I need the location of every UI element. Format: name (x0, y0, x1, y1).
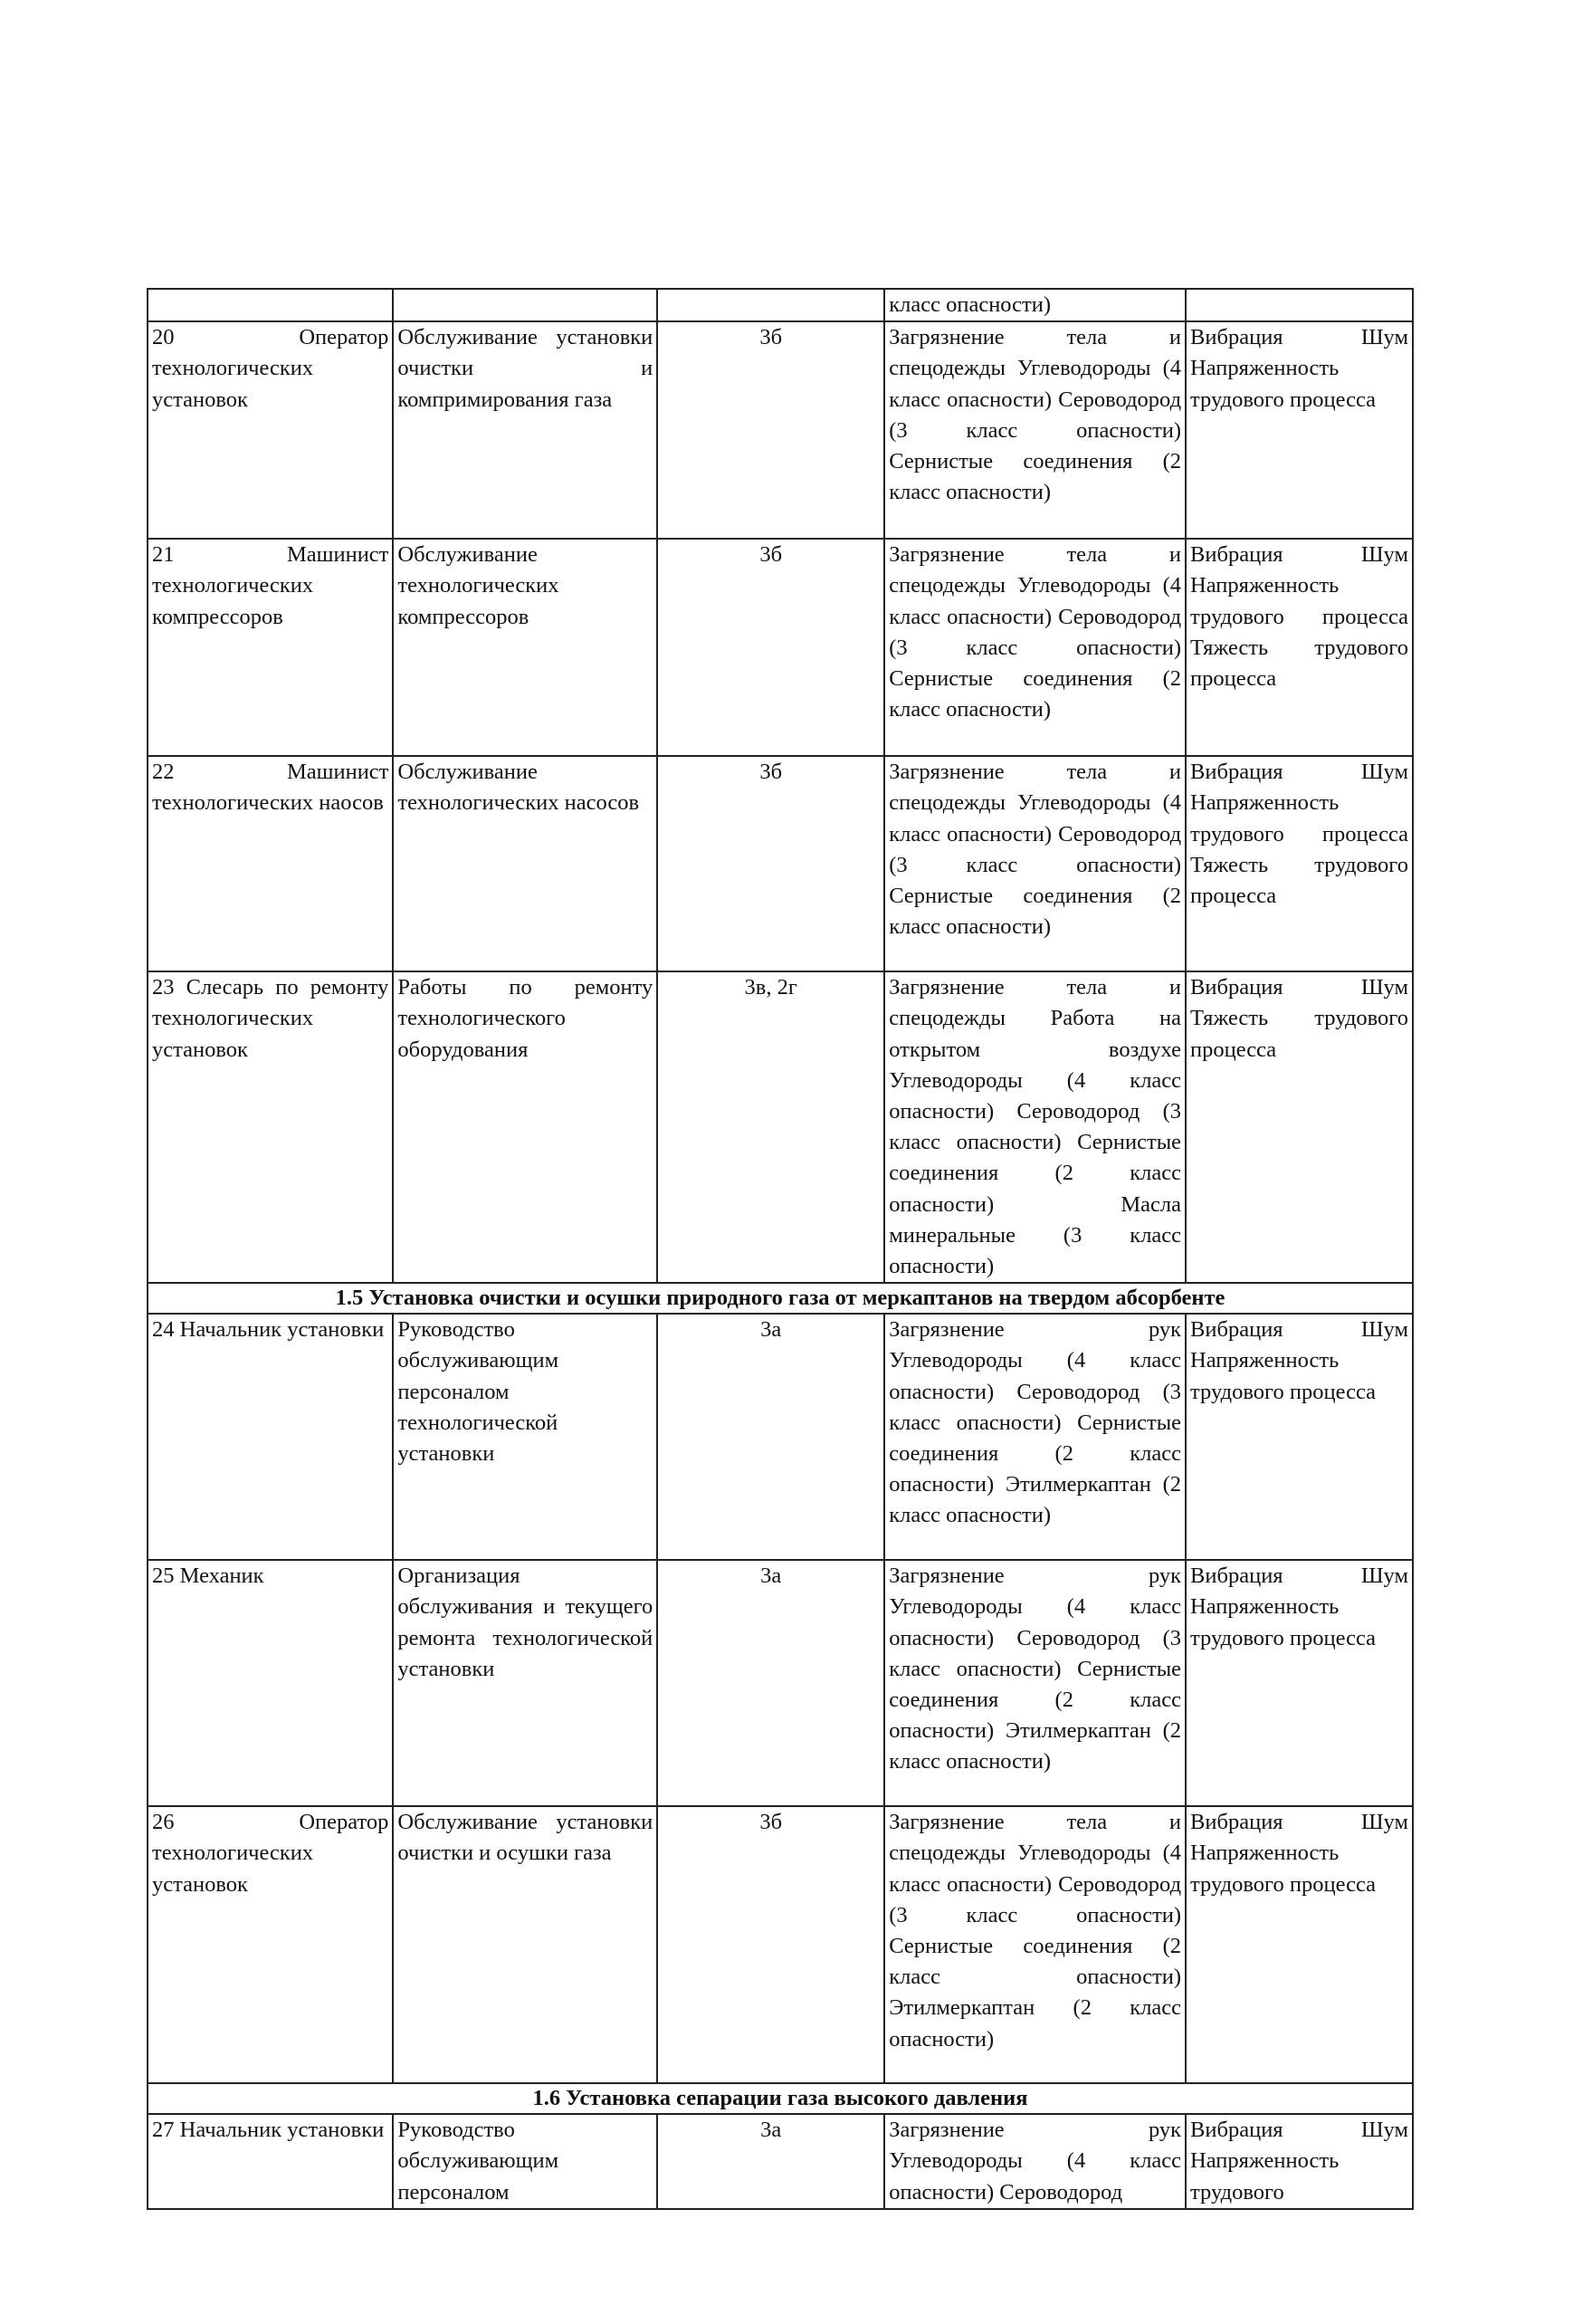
profession-cell (148, 289, 393, 321)
factors-cell: Загрязнение тела и спецодежды Работа на открытом воздухе Углеводороды (4 класс опасности) Сероводород (3 класс опасности) Сернистые соединения (2 класс опасности) Масла минеральные (3 класс опасности) (884, 971, 1186, 1283)
hazards-cell: Вибрация Шум Напряженность трудового процесса Тяжесть трудового процесса (1186, 539, 1413, 756)
profession-cell: 25 Механик (148, 1560, 393, 1806)
work-cell (393, 289, 657, 321)
factors-cell: Загрязнение тела и спецодежды Углеводороды (4 класс опасности) Сероводород (3 класс опасности) Сернистые соединения (2 класс опасности) Этилмеркаптан (2 класс опасности) (884, 1806, 1186, 2083)
profession-cell: 21 Машинист технологических компрессоров (148, 539, 393, 756)
work-cell: Руководство обслуживающим персоналом технологической установки (393, 1314, 657, 1560)
class-cell: 3а (657, 2114, 884, 2209)
factors-cell: Загрязнение рук Углеводороды (4 класс опасности) Сероводород (3 класс опасности) Сернистые соединения (2 класс опасности) Этилмеркаптан (2 класс опасности) (884, 1560, 1186, 1806)
section-heading-row (148, 2083, 1413, 2114)
section-title: 1.5 Установка очистки и осушки природного газа от меркаптанов на твердом абсорбенте (148, 1283, 1413, 1314)
work-cell: Работы по ремонту технологического оборудования (393, 971, 657, 1283)
hazards-cell: Вибрация Шум Напряженность трудового процесса (1186, 1314, 1413, 1560)
work-cell: Обслуживание установки очистки и осушки газа (393, 1806, 657, 2083)
profession-cell: 23 Слесарь по ремонту технологических установок (148, 971, 393, 1283)
work-cell: Обслуживание технологических компрессоров (393, 539, 657, 756)
work-cell: Руководство обслуживающим персоналом (393, 2114, 657, 2209)
profession-cell: 24 Начальник установки (148, 1314, 393, 1560)
class-cell: 3б (657, 756, 884, 971)
table-row (148, 321, 1413, 539)
section-heading-row (148, 1283, 1413, 1314)
hazards-cell: Вибрация Шум Напряженность трудового процесса (1186, 321, 1413, 539)
hazards-cell: Вибрация Шум Напряженность трудового процесса (1186, 1560, 1413, 1806)
factors-cell: Загрязнение тела и спецодежды Углеводороды (4 класс опасности) Сероводород (3 класс опасности) Сернистые соединения (2 класс опасности) (884, 756, 1186, 971)
class-cell: 3б (657, 321, 884, 539)
work-cell: Обслуживание установки очистки и компримирования газа (393, 321, 657, 539)
hazards-cell (1186, 289, 1413, 321)
table-row (148, 539, 1413, 756)
factors-cell: Загрязнение рук Углеводороды (4 класс опасности) Сероводород (884, 2114, 1186, 2209)
profession-cell: 27 Начальник установки (148, 2114, 393, 2209)
document-page (147, 288, 1414, 2210)
hazards-cell: Вибрация Шум Напряженность трудового процесса (1186, 1806, 1413, 2083)
class-cell: 3а (657, 1560, 884, 1806)
table-row (148, 1560, 1413, 1806)
factors-cell: класс опасности) (884, 289, 1186, 321)
work-cell: Обслуживание технологических насосов (393, 756, 657, 971)
table-row (148, 756, 1413, 971)
hazards-cell: Вибрация Шум Тяжесть трудового процесса (1186, 971, 1413, 1283)
hazard-table (147, 288, 1414, 2210)
table-row (148, 289, 1413, 321)
class-cell: 3б (657, 539, 884, 756)
factors-cell: Загрязнение тела и спецодежды Углеводороды (4 класс опасности) Сероводород (3 класс опасности) Сернистые соединения (2 класс опасности) (884, 539, 1186, 756)
table-row (148, 1314, 1413, 1560)
factors-cell: Загрязнение тела и спецодежды Углеводороды (4 класс опасности) Сероводород (3 класс опасности) Сернистые соединения (2 класс опасности) (884, 321, 1186, 539)
table-row (148, 2114, 1413, 2209)
section-title: 1.6 Установка сепарации газа высокого давления (148, 2083, 1413, 2114)
work-cell: Организация обслуживания и текущего ремонта технологической установки (393, 1560, 657, 1806)
class-cell: 3б (657, 1806, 884, 2083)
hazards-cell: Вибрация Шум Напряженность трудового процесса Тяжесть трудового процесса (1186, 756, 1413, 971)
hazards-cell: Вибрация Шум Напряженность трудового (1186, 2114, 1413, 2209)
table-row (148, 971, 1413, 1283)
class-cell: 3а (657, 1314, 884, 1560)
table-row (148, 1806, 1413, 2083)
factors-cell: Загрязнение рук Углеводороды (4 класс опасности) Сероводород (3 класс опасности) Сернистые соединения (2 класс опасности) Этилмеркаптан (2 класс опасности) (884, 1314, 1186, 1560)
profession-cell: 22 Машинист технологических наосов (148, 756, 393, 971)
class-cell (657, 289, 884, 321)
class-cell: 3в, 2г (657, 971, 884, 1283)
profession-cell: 20 Оператор технологических установок (148, 321, 393, 539)
profession-cell: 26 Оператор технологических установок (148, 1806, 393, 2083)
